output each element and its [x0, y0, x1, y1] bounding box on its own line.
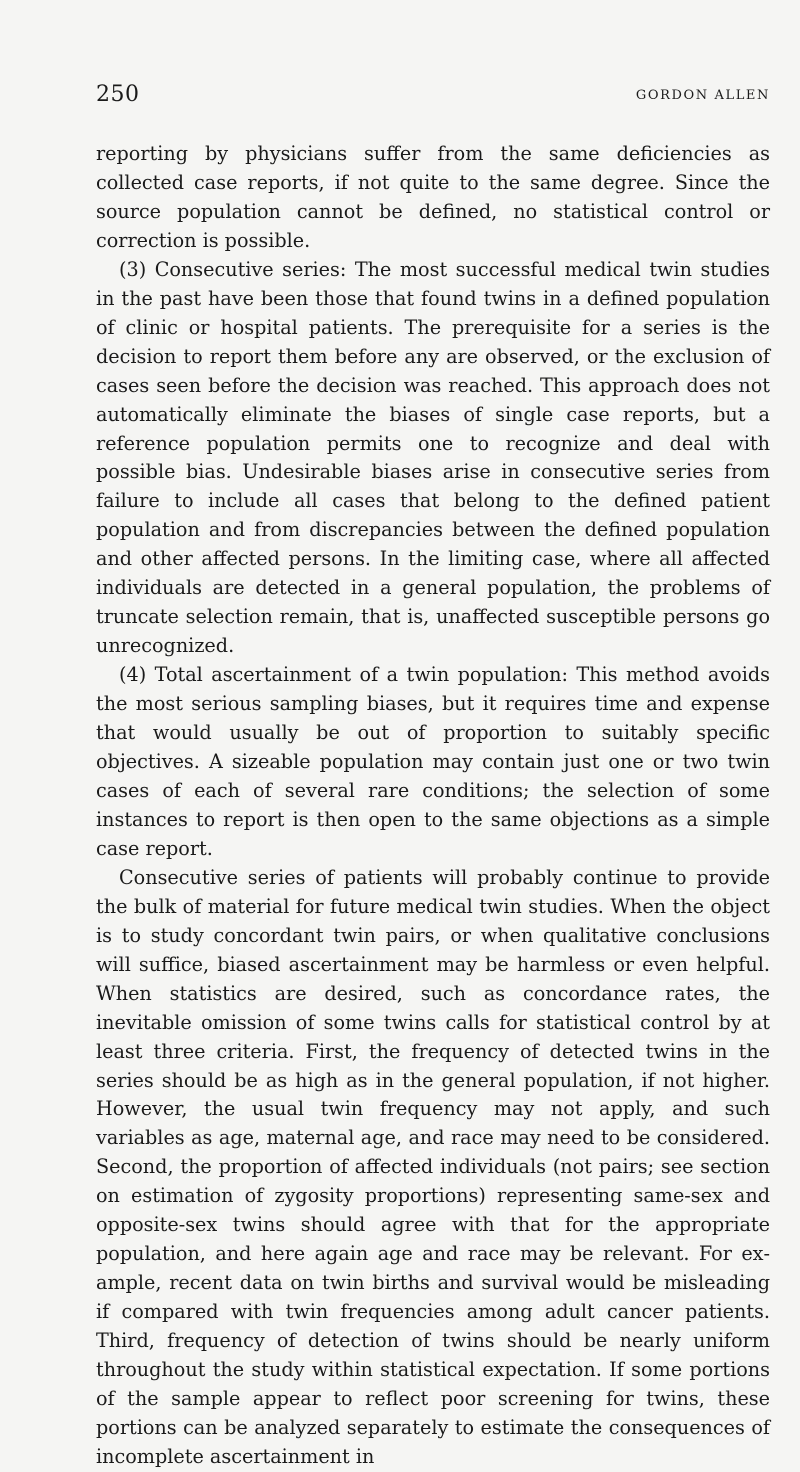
paragraph-continuation: reporting by physicians suffer from the same deficiencies as collected case reports, if not quite to the same degree. Since the source population cannot be defined, no statistical control or correction is possible. [96, 142, 770, 252]
page-number: 250 [96, 82, 140, 107]
running-head: GORDON ALLEN [635, 88, 770, 103]
page-header [96, 82, 770, 112]
paragraph-total-ascertainment: (4) Total ascertainment of a twin population: This method avoids the most serious sampling biases, but it requires time and expense that would usually be out of proportion to suitably specific objectives. A sizeable population may contain just one or two twin cases of each of several rare conditions; the selection of some instances to report is then open to the same objections as a simple case report. [96, 663, 770, 860]
paragraph-consecutive-series: (3) Consecutive series: The most successful medical twin studies in the past have been those that found twins in a defined population of clinic or hospital patients. The prerequisite for a series is the decision to report them before any are observed, or the exclusion of cases seen before the decision was reached. This approach does not automatically eliminate the biases of single case reports, but a reference population permits one to recognize and deal with possible bias. Undesirable biases arise in consecutive series from failure to include all cases that belong to the defined patient population and from discrepancies between the defined population and other affected persons. In the limiting case, where all affected individuals are detected in a general population, the problems of truncate selection remain, that is, unaffected susceptible persons go unrecognized. [96, 257, 770, 658]
paragraph-statistical-control: Consecutive series of patients will probably continue to provide the bulk of material for future medical twin studies. When the object is to study concordant twin pairs, or when qualitative conclusions will suffice, biased ascertainment may be harmless or even helpful. When statistics are desired, such as concordance rates, the inevitable omission of some twins calls for statistical control by at least three criteria. First, the frequency of detected twins in the series should be as high as in the general population, if not higher. However, the usual twin frequency may not apply, and such variables as age, maternal age, and race may need to be considered. Second, the proportion of affected individuals (not pairs; see section on estimation of zygosity proportions) representing same-sex and opposite-sex twins should agree with that for the appropriate population, and here again age and race may be relevant. For example, recent data on twin births and survival would be misleading if compared with twin frequencies among adult cancer patients. Third, frequency of detection of twins should be nearly uniform throughout the study within statistical expectation. If some portions of the sample appear to reflect poor screening for twins, these portions can be analyzed separately to estimate the consequences of incomplete ascertainment in [96, 865, 770, 1468]
body-text [96, 140, 770, 1472]
